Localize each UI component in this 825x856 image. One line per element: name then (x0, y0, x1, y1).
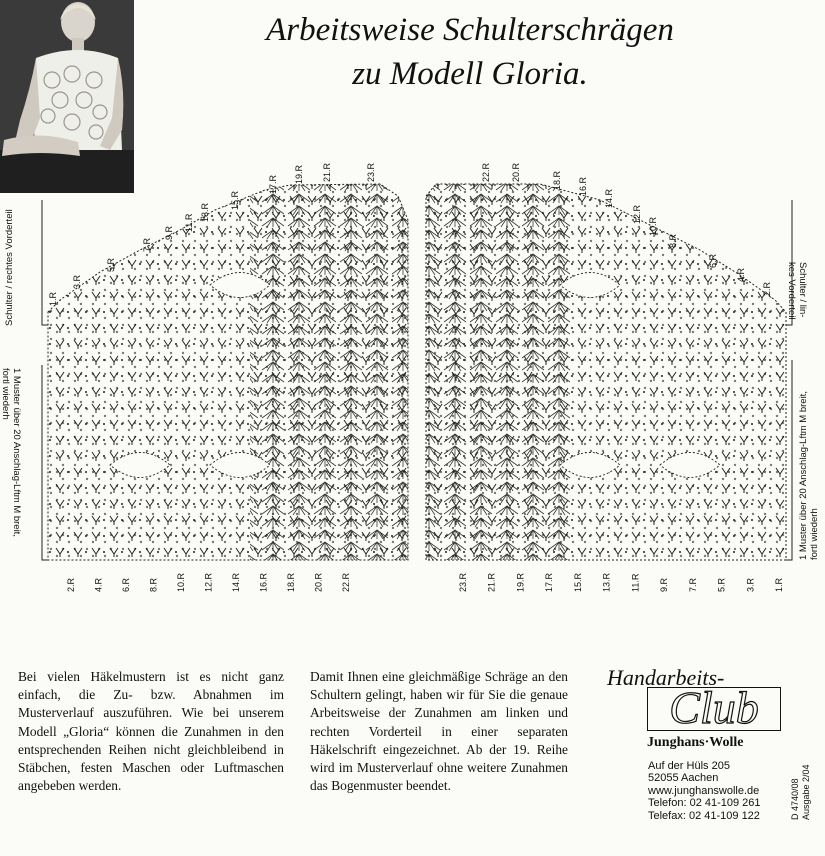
row-label-left-top-3: 7.R (142, 237, 152, 252)
right-repeat-label-line-1: 1 Muster über 20 Anschlag-Lftm M breit, (798, 391, 809, 560)
left-repeat-label-line-1: 1 Muster über 20 Anschlag-Lftm M breit, (11, 368, 22, 537)
row-label-right-top-4: 14.R (604, 188, 614, 208)
row-label-left-bottom-2: 6.R (121, 577, 131, 592)
brand-company: Junghans·Wolle (647, 735, 744, 750)
row-label-left-bottom-0: 2.R (66, 577, 76, 592)
text-column-1: Bei vielen Häkelmustern ist es nicht ganz einfach, die Zu- bzw. Abnahmen im Musterverlauf auszuführen. Wie bei unserem Modell „Gloria“ können die Zunahmen in den entsprechenden Reihen nicht gleichbleibend in Stäbchen, festen Maschen oder Luftmaschen angebeben werden. (18, 669, 284, 794)
address-fax: Telefax: 02 41-109 122 (648, 809, 760, 822)
row-label-right-top-10: 2.R (762, 281, 772, 296)
left-repeat-label-line-2: fortl wiederh (0, 368, 11, 420)
row-label-left-bottom-8: 18.R (286, 572, 296, 592)
left-side-label: Schulter / rechtes Vorderteil (4, 209, 15, 326)
row-label-right-bottom-7: 9.R (659, 577, 670, 592)
right-repeat-label (798, 391, 820, 560)
address-web: www.junghanswolle.de (648, 784, 760, 797)
row-label-left-top-0: 1.R (48, 291, 58, 306)
address-phone: Telefon: 02 41-109 261 (648, 797, 761, 810)
brand-line-1: Handarbeits- (607, 665, 725, 690)
right-side-label (786, 262, 808, 320)
row-label-left-bottom-6: 14.R (231, 572, 241, 592)
catalog-number: D 4740/08 (790, 778, 800, 820)
row-label-left-top-4: 9.R (164, 225, 174, 240)
catalog-edition: Ausgabe 2/04 (801, 764, 811, 820)
row-label-right-bottom-3: 17.R (544, 572, 555, 592)
row-label-right-bottom-4: 15.R (572, 572, 583, 592)
row-label-left-bottom-4: 10.R (176, 572, 186, 592)
row-label-left-top-2: 5.R (106, 257, 116, 272)
text-column-2: Damit Ihnen eine gleichmäßige Schräge an den Schultern gelingt, haben wir für Sie die genaue Arbeitsweise der Zunahmen am linken und rechten Vorderteil in einer separaten Häkelschrift eingezeichnet. Ab der 19. Reihe wird im Musterverlauf ohne weitere Zunahmen das Bogenmuster beendet. (310, 669, 568, 794)
row-label-left-top-5: 11.R (184, 213, 194, 232)
row-label-right-top-0: 22.R (481, 162, 491, 182)
title-line-1: Arbeitsweise Schulterschrägen (266, 12, 674, 48)
row-label-right-bottom-0: 23.R (458, 572, 468, 592)
row-label-left-top-11: 23.R (366, 162, 376, 182)
row-label-right-bottom-8: 7.R (687, 577, 698, 592)
row-label-right-top-1: 20.R (511, 162, 521, 182)
right-side-label-line-1: Schulter / lin- (797, 262, 808, 318)
row-label-right-bottom-1: 21.R (486, 572, 497, 592)
row-label-right-top-5: 12.R (632, 204, 642, 224)
row-label-right-top-9: 4.R (736, 267, 746, 282)
brand-club: Club (647, 687, 781, 731)
right-diagram-half (420, 180, 792, 565)
row-label-right-bottom-9: 5.R (716, 577, 727, 592)
row-label-right-bottom-2: 19.R (515, 572, 526, 592)
address-block (648, 760, 761, 822)
row-label-right-bottom-5: 13.R (601, 572, 612, 592)
left-repeat-label (0, 368, 22, 537)
row-label-left-top-1: 3.R (72, 274, 82, 289)
right-repeat-label-line-2: fortl wiederh (809, 508, 820, 560)
catalog-code (790, 764, 812, 820)
row-label-left-bottom-9: 20.R (313, 572, 324, 592)
address-street: Auf der Hüls 205 (648, 760, 730, 772)
row-label-left-bottom-3: 8.R (148, 577, 159, 592)
row-label-right-top-8: 6.R (708, 253, 718, 268)
row-label-left-bottom-1: 4.R (93, 577, 104, 592)
row-label-right-bottom-10: 3.R (745, 577, 756, 592)
row-label-left-top-10: 21.R (322, 162, 332, 182)
address-city: 52055 Aachen (648, 772, 719, 785)
row-label-left-bottom-10: 22.R (341, 572, 351, 592)
row-label-left-top-8: 17.R (268, 174, 278, 194)
row-label-right-top-7: 8.R (668, 233, 678, 248)
row-label-right-bottom-11: 1.R (774, 577, 784, 592)
title-line-2: zu Modell Gloria. (352, 56, 588, 92)
row-label-left-top-9: 19.R (294, 164, 304, 184)
row-label-right-bottom-6: 11.R (630, 573, 641, 592)
row-label-right-top-3: 16.R (578, 176, 588, 196)
row-label-left-bottom-7: 16.R (258, 572, 269, 592)
row-label-left-top-6: 13.R (200, 202, 210, 222)
row-label-left-bottom-5: 12.R (203, 572, 214, 592)
row-label-right-top-2: 18.R (552, 170, 562, 190)
row-label-right-top-6: 10.R (648, 216, 658, 236)
left-diagram-half (40, 180, 410, 565)
row-label-left-top-7: 15.R (230, 190, 240, 210)
right-side-label-line-2: kes Vorderteil (786, 262, 797, 320)
